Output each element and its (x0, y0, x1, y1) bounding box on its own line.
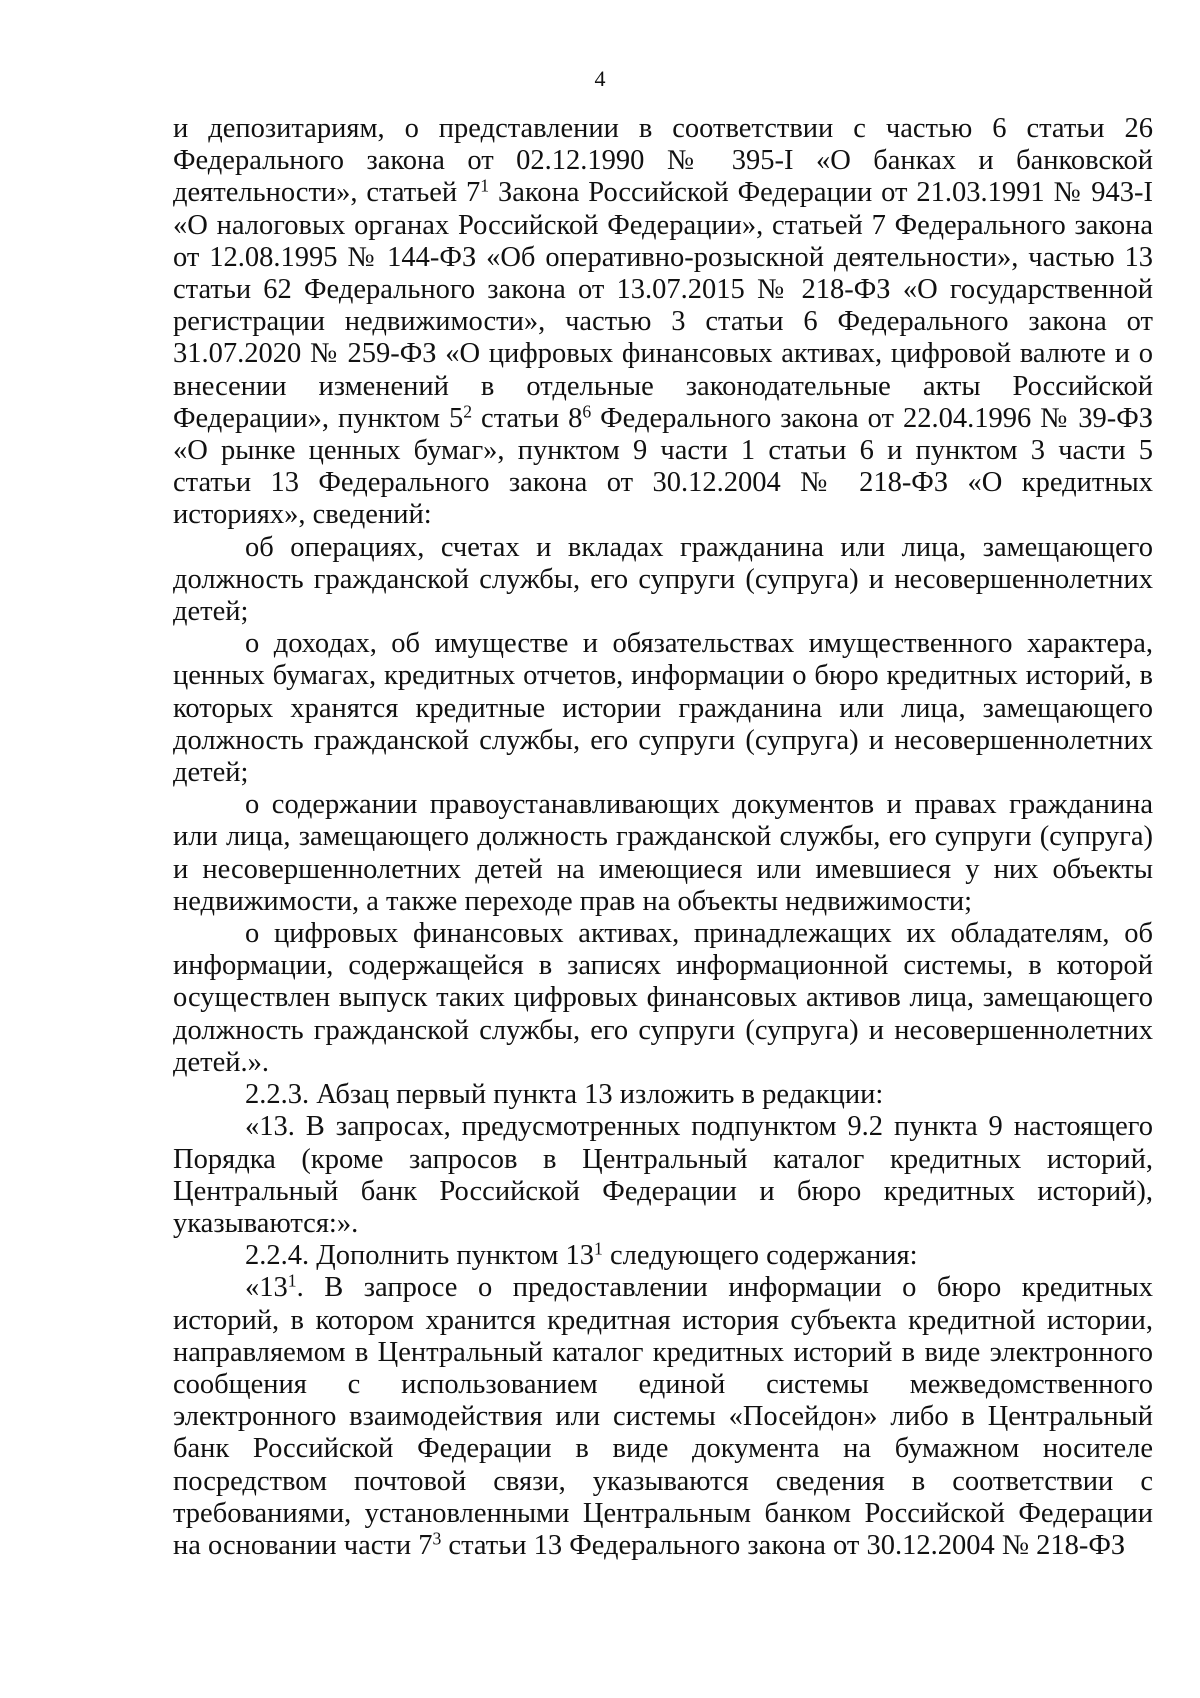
text-segment: Федерального закона от 22.04.1996 № 39-ФЗ «О рынке ценных бумаг», пунктом 9 части 1 статьи 6 и пунктом 3 части 5 статьи 13 Федерального закона от 30.12.2004 № 218-ФЗ «О кредитных историях», сведений: (173, 402, 1153, 531)
text-segment: 2.2.4. Дополнить пунктом 13 (245, 1240, 595, 1272)
text-segment: статьи 8 (472, 402, 583, 434)
text-segment: и депозитариям, о представлении в соответствии с частью 6 статьи 26 Федерального закона от 02.12.1990 № 395-I «О банках и банковской деятельности», статьей 7 (173, 113, 1153, 209)
paragraph (173, 1079, 1153, 1111)
paragraph (173, 1272, 1153, 1562)
paragraph (173, 532, 1153, 629)
text-segment: статьи 13 Федерального закона от 30.12.2004 № 218-ФЗ (441, 1529, 1126, 1561)
paragraph (173, 789, 1153, 918)
paragraph (173, 113, 1153, 532)
paragraph (173, 1111, 1153, 1240)
paragraph (173, 1240, 1153, 1272)
superscript: 1 (287, 1270, 297, 1291)
superscript: 1 (480, 175, 490, 196)
paragraph (173, 918, 1153, 1079)
superscript: 6 (582, 401, 592, 422)
text-segment: о содержании правоустанавливающих документов и правах гражданина или лица, замещающего должность гражданской службы, его супруги (супруга) и несовершеннолетних детей на имеющиеся или имевшиеся у них объекты недвижимости, а также переходе прав на объекты недвижимости; (173, 789, 1153, 917)
page-number: 4 (594, 66, 606, 91)
document-body (173, 113, 1153, 1562)
superscript: 3 (432, 1528, 442, 1549)
text-segment: о доходах, об имуществе и обязательствах имущественного характера, ценных бумагах, кредитных отчетов, информации о бюро кредитных историй, в которых хранятся кредитные истории гражданина или лица, замещающего должность гражданской службы, его супруги (супруга) и несовершеннолетних детей; (173, 628, 1153, 789)
text-segment: «13. В запросах, предусмотренных подпунктом 9.2 пункта 9 настоящего Порядка (кроме запросов в Центральный каталог кредитных историй, Центральный банк Российской Федерации и бюро кредитных историй), указываются:». (173, 1111, 1153, 1239)
superscript: 2 (463, 401, 473, 422)
text-segment: «13 (245, 1272, 288, 1304)
superscript: 1 (594, 1238, 603, 1259)
text-segment: о цифровых финансовых активах, принадлежащих их обладателям, об информации, содержащейся в записях информационной системы, в которой осуществлен выпуск таких цифровых финансовых активов лица, замещающего должность гражданской службы, его супруги (супруга) и несовершеннолетних детей.». (173, 918, 1153, 1078)
paragraph (173, 628, 1153, 789)
text-segment: об операциях, счетах и вкладах гражданина или лица, замещающего должность гражданской службы, его супруги (супруга) и несовершеннолетних детей; (173, 531, 1153, 628)
text-segment: следующего содержания: (602, 1240, 918, 1272)
text-segment: . В запросе о предоставлении информации о бюро кредитных историй, в котором хранится кредитная история субъекта кредитной истории, направляемом в Центральный каталог кредитных историй в виде электронного сообщения с использованием единой системы межведомственного электронного взаимодействия или системы «Посейдон» либо в Центральный банк Российской Федерации в виде документа на бумажном носителе посредством почтовой связи, указываются сведения в соответствии с требованиями, установленными Центральным банком Российской Федерации на основании части 7 (173, 1272, 1153, 1561)
text-segment: 2.2.3. Абзац первый пункта 13 изложить в редакции: (245, 1079, 884, 1111)
text-segment: Закона Российской Федерации от 21.03.1991 № 943-I «О налоговых органах Российской Федерации», статьей 7 Федерального закона от 12.08.1995 № 144-ФЗ «Об оперативно-розыскной деятельности», частью 13 статьи 62 Федерального закона от 13.07.2015 № 218-ФЗ «О государственной регистрации недвижимости», частью 3 статьи 6 Федерального закона от 31.07.2020 № 259-ФЗ «О цифровых финансовых активах, цифровой валюте и о внесении изменений в отдельные законодательные акты Российской Федерации», пунктом 5 (173, 177, 1153, 434)
